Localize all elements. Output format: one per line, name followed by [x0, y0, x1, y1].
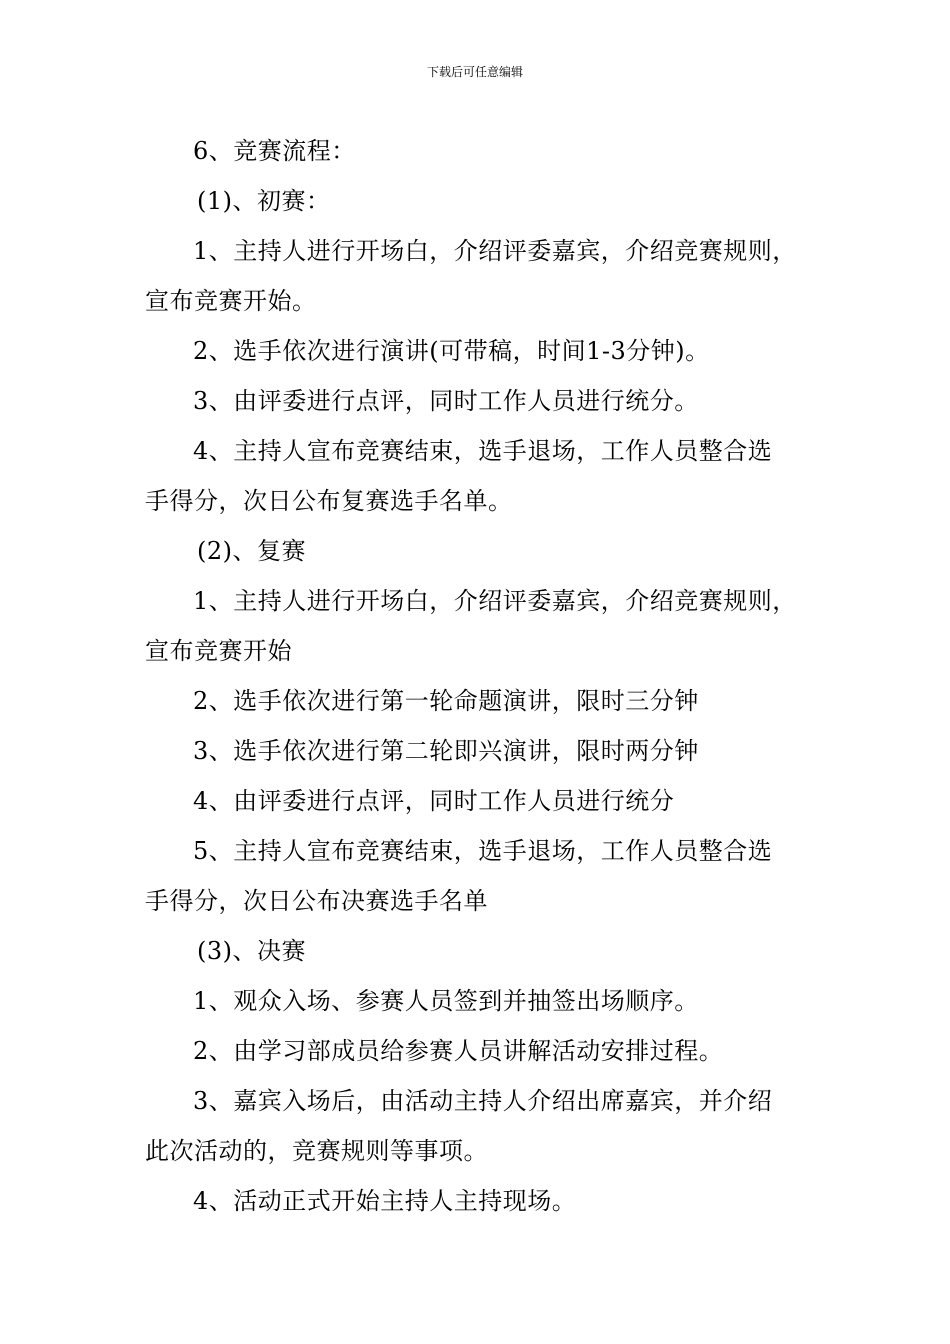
paragraph-line: 4、由评委进行点评，同时工作人员进行统分 — [193, 787, 675, 815]
paragraph-line: 3、选手依次进行第二轮即兴演讲，限时两分钟 — [193, 737, 699, 765]
section-heading: 6、竞赛流程： — [193, 137, 356, 165]
paragraph-line: 3、嘉宾入场后，由活动主持人介绍出席嘉宾，并介绍 — [193, 1087, 773, 1115]
paragraph-line: 3、由评委进行点评，同时工作人员进行统分。 — [193, 387, 699, 415]
document-body — [145, 126, 825, 1226]
paragraph-line: 手得分，次日公布复赛选手名单。 — [145, 487, 513, 515]
subsection-heading-preliminary: (1)、初赛： — [197, 187, 331, 215]
paragraph-line: 1、主持人进行开场白，介绍评委嘉宾，介绍竞赛规则， — [193, 237, 797, 265]
paragraph-line: 2、由学习部成员给参赛人员讲解活动安排过程。 — [193, 1037, 724, 1065]
subsection-heading-semifinal: (2)、复赛 — [197, 537, 306, 565]
paragraph-line: 2、选手依次进行第一轮命题演讲，限时三分钟 — [193, 687, 699, 715]
paragraph-line: 宣布竞赛开始。 — [145, 287, 317, 315]
paragraph-line: 4、活动正式开始主持人主持现场。 — [193, 1187, 577, 1215]
paragraph-line: 5、主持人宣布竞赛结束，选手退场，工作人员整合选 — [193, 837, 773, 865]
paragraph-line: 手得分，次日公布决赛选手名单 — [145, 887, 488, 915]
paragraph-line: 1、观众入场、参赛人员签到并抽签出场顺序。 — [193, 987, 699, 1015]
paragraph-line: 4、主持人宣布竞赛结束，选手退场，工作人员整合选 — [193, 437, 773, 465]
paragraph-line: 此次活动的，竞赛规则等事项。 — [145, 1137, 488, 1165]
page-header: 下载后可任意编辑 — [426, 65, 523, 79]
subsection-heading-final: (3)、决赛 — [197, 937, 306, 965]
paragraph-line: 宣布竞赛开始 — [145, 637, 292, 665]
paragraph-line: 1、主持人进行开场白，介绍评委嘉宾，介绍竞赛规则， — [193, 587, 797, 615]
paragraph-line: 2、选手依次进行演讲(可带稿，时间1-3分钟)。 — [193, 337, 710, 365]
